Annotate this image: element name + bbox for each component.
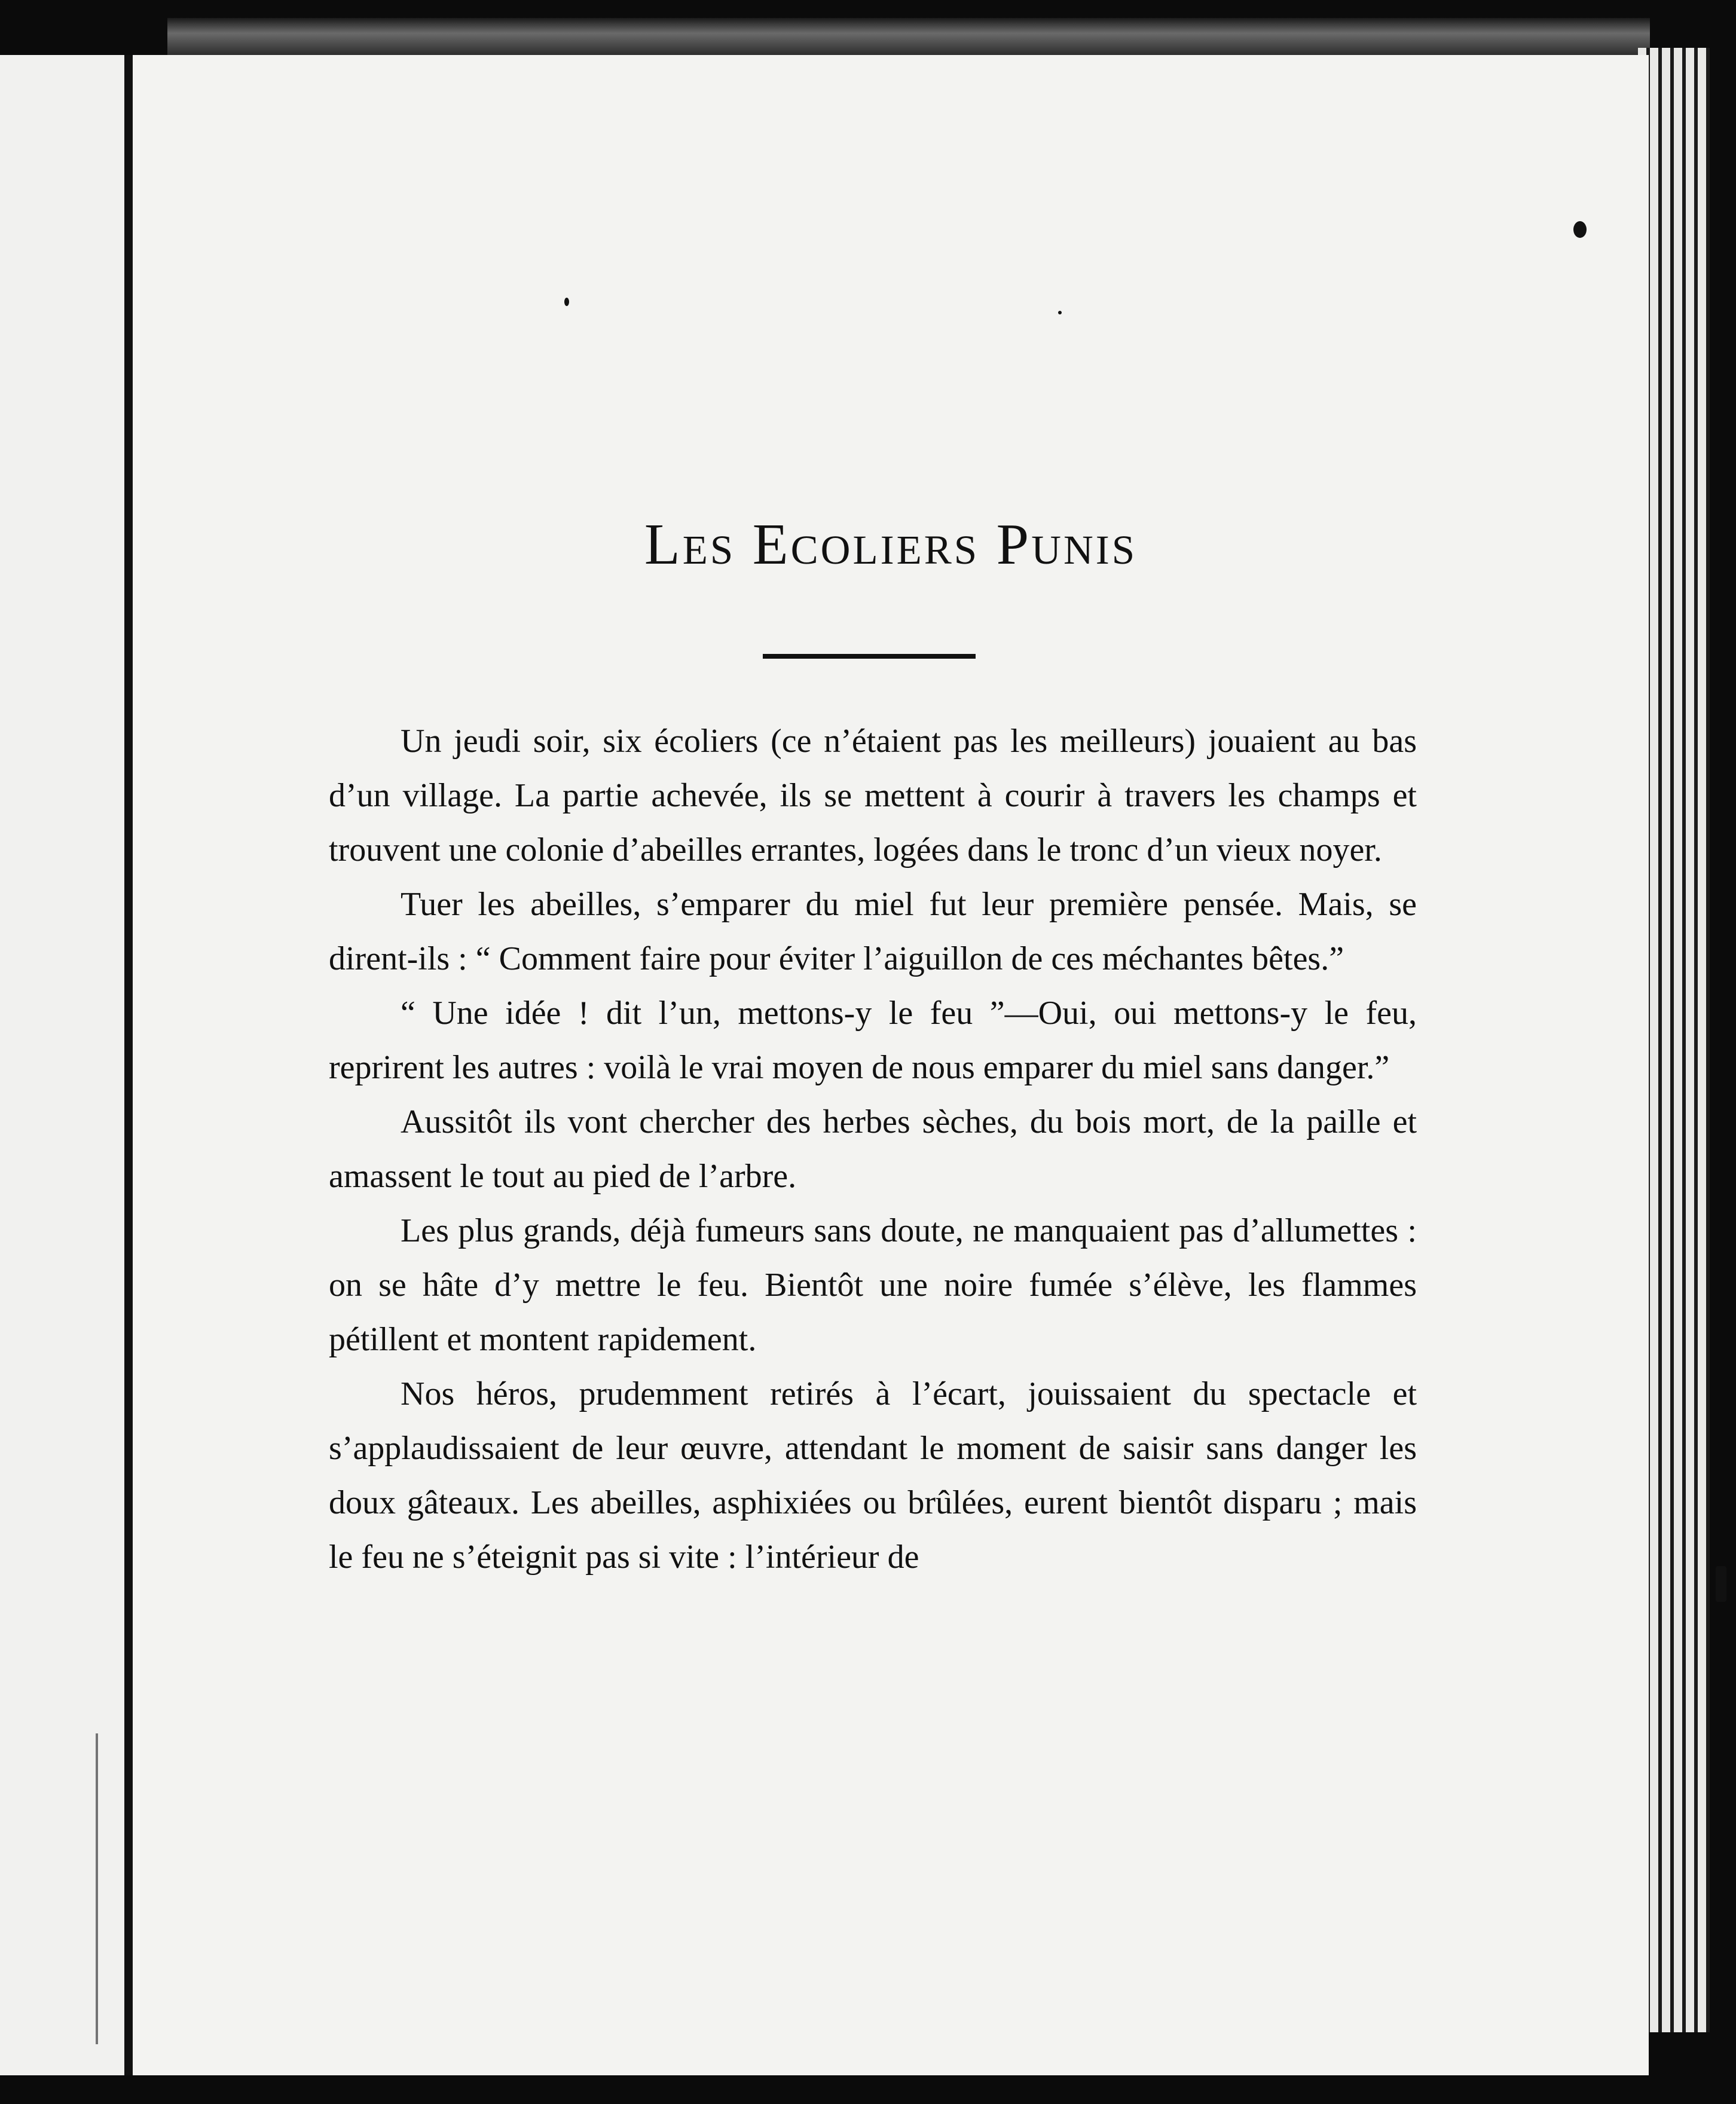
scan-speck [1716, 1566, 1726, 1602]
paragraph: Aussitôt ils vont chercher des herbes sèches, du bois mort, de la paille et amassent le tout au pied de l’arbre. [329, 1103, 1417, 1195]
page-title: Les Ecoliers Punis [644, 512, 1138, 577]
body-text [329, 714, 1417, 1585]
paragraph: Tuer les abeilles, s’emparer du miel fut leur première pensée. Mais, se dirent-ils : “ Comment faire pour éviter l’aiguillon de ces méchantes bêtes.” [329, 886, 1417, 977]
paragraph: “ Une idée ! dit l’un, mettons-y le feu ”—Oui, oui mettons-y le feu, reprirent les autres : voilà le vrai moyen de nous emparer du miel sans danger.” [329, 995, 1417, 1086]
paragraph: Les plus grands, déjà fumeurs sans doute, ne manquaient pas d’allumettes : on se hâte d’y mettre le feu. Bientôt une noire fumée s’élève, les flammes pétillent et montent rapidement. [329, 1212, 1417, 1358]
title-rule [763, 654, 976, 659]
paragraph: Nos héros, prudemment retirés à l’écart, jouissaient du spectacle et s’applaudissaient de leur œuvre, attendant le moment de saisir sans danger les doux gâteaux. Les abeilles, asphixiées ou brûlées, eurent bientôt disparu ; mais le feu ne s’éteignit pas si vite : l’intérieur de [329, 1375, 1417, 1576]
scan-speck [564, 298, 569, 306]
book-top-edge [167, 18, 1650, 56]
binding-gutter [124, 55, 133, 2075]
scan-speck [1058, 311, 1062, 314]
left-page-strip [0, 55, 127, 2075]
book-fore-edge [1638, 48, 1710, 2032]
paragraph: Un jeudi soir, six écoliers (ce n’étaient pas les meilleurs) jouaient au bas d’un village. La partie achevée, ils se mettent à courir à travers les champs et trouvent une colonie d’abeilles errantes, logées dans le tronc d’un vieux noyer. [329, 723, 1417, 868]
scan-speck [1573, 221, 1587, 238]
left-page-crease [96, 1733, 98, 2044]
